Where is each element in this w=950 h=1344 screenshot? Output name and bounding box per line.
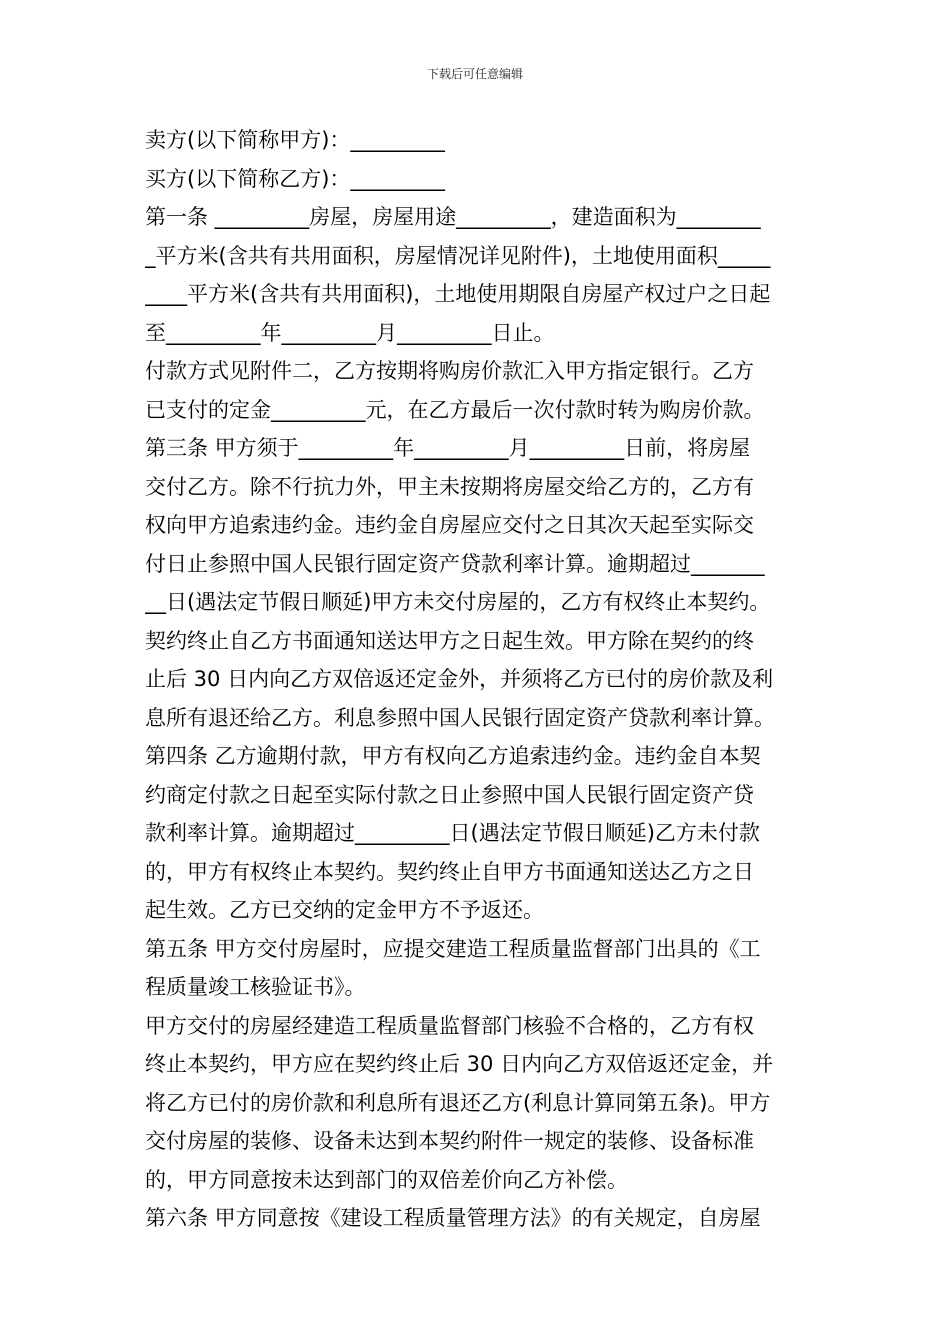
text-line: 息所有退还给乙方。利息参照中国人民银行固定资产贷款利率计算。 xyxy=(145,705,775,730)
text-line: 第四条 乙方逾期付款，甲方有权向乙方追索违约金。违约金自本契 xyxy=(145,744,761,768)
text-line: 付日止参照中国人民银行固定资产贷款利率计算。逾期超过_______ xyxy=(145,551,765,576)
text-line: 第五条 甲方交付房屋时，应提交建造工程质量监督部门出具的《工 xyxy=(145,936,761,961)
text-line: 约商定付款之日起至实际付款之日止参照中国人民银行固定资产贷 xyxy=(145,782,754,807)
contract-body xyxy=(145,121,813,1238)
text-line: 甲方交付的房屋经建造工程质量监督部门核验不合格的，乙方有权 xyxy=(145,1013,754,1038)
text-line: 卖方(以下简称甲方)：_________ xyxy=(145,128,445,152)
text-line: 的，甲方有权终止本契约。契约终止自甲方书面通知送达乙方之日 xyxy=(145,859,754,884)
text-line: 付款方式见附件二，乙方按期将购房价款汇入甲方指定银行。乙方 xyxy=(145,359,754,383)
text-line: 交付房屋的装修、设备未达到本契约附件一规定的装修、设备标准 xyxy=(145,1129,754,1153)
text-line: 起生效。乙方已交纳的定金甲方不予返还。 xyxy=(145,898,544,922)
text-line: ____平方米(含共有共用面积)，土地使用期限自房屋产权过户之日起 xyxy=(145,282,771,306)
text-line: 程质量竣工核验证书》。 xyxy=(145,975,366,999)
text-line: 第六条 甲方同意按《建设工程质量管理方法》的有关规定，自房屋 xyxy=(145,1206,761,1230)
page-header: 下载后可任意编辑 xyxy=(426,67,523,81)
text-line: 款利率计算。逾期超过_________日(遇法定节假日顺延)乙方未付款 xyxy=(145,821,760,845)
text-line: 契约终止自乙方书面通知送达甲方之日起生效。甲方除在契约的终 xyxy=(145,628,754,653)
text-line: 权向甲方追索违约金。违约金自房屋应交付之日其次天起至实际交 xyxy=(145,513,754,537)
text-line: 第三条 甲方须于_________年_________月_________日前，将房屋 xyxy=(145,436,751,460)
text-line: 的，甲方同意按未达到部门的双倍差价向乙方补偿。 xyxy=(145,1167,628,1192)
text-line: 终止本契约，甲方应在契约终止后 30 日内向乙方双倍返还定金，并 xyxy=(145,1052,774,1076)
text-line: 第一条 _________房屋，房屋用途_________，建造面积为________ xyxy=(145,205,761,229)
text-line: 将乙方已付的房价款和利息所有退还乙方(利息计算同第五条)。甲方 xyxy=(145,1090,771,1115)
text-line: _平方米(含共有共用面积，房屋情况详见附件)，土地使用面积_____ xyxy=(145,243,771,268)
text-line: 至_________年_________月_________日止。 xyxy=(145,320,555,345)
text-line: __日(遇法定节假日顺延)甲方未交付房屋的，乙方有权终止本契约。 xyxy=(145,590,771,614)
text-line: 交付乙方。除不行抗力外，甲主未按期将房屋交给乙方的，乙方有 xyxy=(145,474,754,499)
text-line: 买方(以下简称乙方)：_________ xyxy=(145,166,445,191)
text-line: 止后 30 日内向乙方双倍返还定金外，并须将乙方已付的房价款及利 xyxy=(145,667,774,691)
text-line: 已支付的定金_________元，在乙方最后一次付款时转为购房价款。 xyxy=(145,397,765,422)
